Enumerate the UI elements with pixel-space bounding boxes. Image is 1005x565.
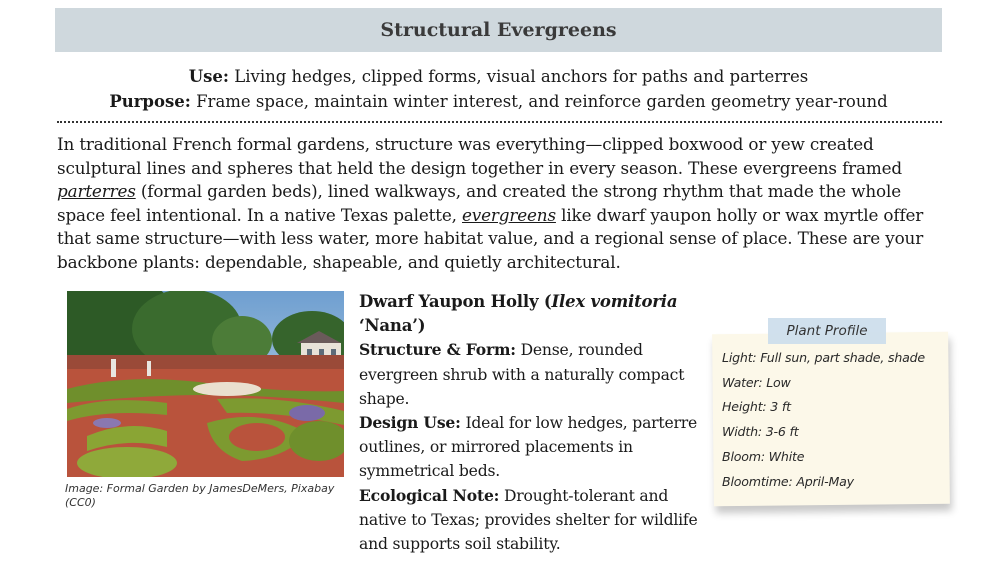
plant-latin-name: Ilex vomitoria	[551, 292, 678, 311]
profile-item: Light: Full sun, part shade, shade	[722, 350, 925, 365]
formal-garden-photo	[67, 291, 344, 477]
use-text: Living hedges, clipped forms, visual anchors for paths and parterres	[229, 67, 809, 86]
intro-text-1: In traditional French formal gardens, structure was everything—clipped boxwood or yew created sculptural lines and spheres that held the design together in every season. These evergreens framed	[57, 134, 902, 178]
purpose-text: Frame space, maintain winter interest, and reinforce garden geometry year-round	[190, 92, 888, 111]
profile-list	[722, 346, 947, 494]
garden-illustration	[67, 291, 344, 477]
plant-name: Dwarf Yaupon Holly (Ilex vomitoria ‘Nana’)	[359, 292, 678, 336]
use-line	[55, 64, 942, 89]
profile-item: Water: Low	[722, 374, 791, 390]
page-title: Structural Evergreens	[380, 19, 617, 41]
dotted-divider	[57, 121, 942, 123]
profile-tape-label	[768, 318, 886, 344]
intro-text-2: (formal garden beds), lined walkways, and created the strong rhythm that made the whole space feel intentional. In a native Texas palette,	[57, 181, 901, 225]
term-evergreens: evergreens	[462, 204, 556, 225]
profile-item: Bloomtime: April-May	[722, 473, 854, 489]
profile-item: Bloom: White	[722, 448, 805, 464]
use-purpose-block	[55, 64, 942, 114]
photo-caption: Image: Formal Garden by JamesDeMers, Pixabay (CC0)	[65, 482, 335, 509]
use-label: Use:	[188, 67, 230, 86]
section-title-bar	[55, 8, 942, 52]
purpose-line	[55, 89, 942, 114]
plant-description	[359, 290, 699, 556]
design-use: Design Use: Ideal for low hedges, parterre outlines, or mirrored placements in symmetrical beds.	[359, 413, 698, 481]
term-parterres: parterres	[57, 181, 136, 202]
intro-text-3: like dwarf yaupon holly or wax myrtle offer that same structure—with less water, more habitat value, and a regional sense of place. These are your backbone plants: dependable, shapeable, and quietly architectural.	[57, 204, 924, 272]
profile-item: Height: 3 ft	[722, 399, 791, 415]
ecological-note: Ecological Note: Drought-tolerant and native to Texas; provides shelter for wildlife and supports soil stability.	[359, 485, 698, 554]
structure-form: Structure & Form: Dense, rounded evergreen shrub with a naturally compact shape.	[359, 340, 685, 408]
intro-paragraph	[57, 133, 947, 275]
purpose-label: Purpose:	[109, 92, 191, 111]
profile-item: Width: 3-6 ft	[722, 424, 799, 440]
profile-title: Plant Profile	[786, 323, 868, 339]
